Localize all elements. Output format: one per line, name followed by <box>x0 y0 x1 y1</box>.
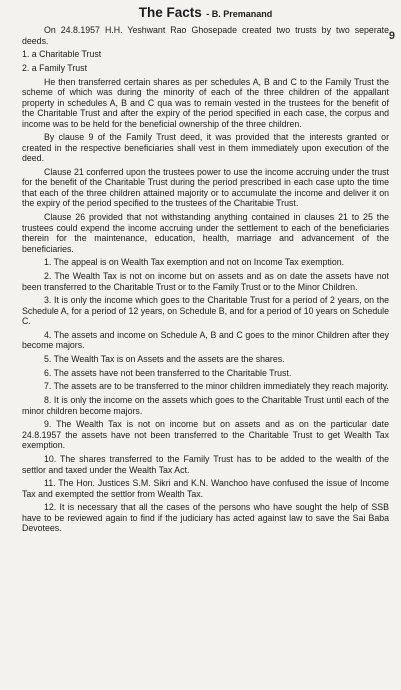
intro-paragraph: On 24.8.1957 H.H. Yeshwant Rao Ghosepade created two trusts by two seperate deeds. <box>22 25 389 46</box>
numbered-point: 10. The shares transferred to the Family Trust has to be added to the wealth of the settlor and taxed under the Wealth Tax Act. <box>22 454 389 475</box>
numbered-point: 8. It is only the income on the assets which goes to the Charitable Trust until each of the minor children become majors. <box>22 395 389 416</box>
margin-mark: 9 <box>388 30 395 42</box>
numbered-point: 2. The Wealth Tax is not on income but on assets and as on date the assets have not been transferred to the Charitable Trust or to the Family Trust or to the Minor Children. <box>22 271 389 292</box>
body-paragraph: Clause 26 provided that not withstanding anything contained in clauses 21 to 25 the trustees could expend the income accruing under the settlement to each of the beneficiaries therein for the maintenance, education, health, marriage and advancement of the beneficiaries. <box>22 212 389 254</box>
numbered-point: 11. The Hon. Justices S.M. Sikri and K.N. Wanchoo have confused the issue of Income Tax and exempted the settlor from Wealth Tax. <box>22 478 389 499</box>
numbered-point: 3. It is only the income which goes to the Charitable Trust for a period of 2 years, on the Schedule A, for a period of 12 years, on Schedule B, and for a period of 10 years on Schedule C. <box>22 295 389 327</box>
trust-list-item: 2. a Family Trust <box>22 62 88 73</box>
numbered-point: 5. The Wealth Tax is on Assets and the assets are the shares. <box>44 354 285 365</box>
numbered-point: 6. The assets have not been transferred to the Charitable Trust. <box>44 367 292 378</box>
header <box>22 4 389 22</box>
page-title: The Facts <box>138 5 202 20</box>
numbered-point: 12. It is necessary that all the cases of the persons who have sought the help of SSB have to be reviewed again to find if the judiciary has acted against law to save the Sai Baba Devotees. <box>22 502 389 534</box>
body-paragraph: Clause 21 conferred upon the trustees power to use the income accruing under the trust for the benefit of the Charitable Trust during the period prescribed in each case upto the time that each of the three children attained majority or to accumulate the income and deliver it on the expiry of the period specified to the trustees of the Charitabie Trust. <box>22 166 389 209</box>
numbered-point: 7. The assets are to be transferred to the minor children immediately they reach majority. <box>44 381 389 392</box>
body-paragraph: By clause 9 of the Family Trust deed, it was provided that the interests granted or created in the respective beneficiaries shall vest in them immediately upon execution of the deed. <box>22 132 389 164</box>
numbered-point: 4. The assets and income on Schedule A, B and C goes to the minor Children after they become majors. <box>22 329 389 351</box>
body-paragraph: He then transferred certain shares as per schedules A, B and C to the Family Trust the scheme of which was during the minority of each of the three children of the appallant property in schedules A, B and C qua was to remain vested in the trustees for the benefit of the Charitable Trust and after the expiry of the period specified in each case, the corpus and income was to be held for the beneficial ownership of the three children. <box>22 76 389 129</box>
numbered-point: 1. The appeal is on Wealth Tax exemption and not on Income Tax exemption. <box>44 257 345 268</box>
trust-list-item: 1. a Charitable Trust <box>22 49 102 60</box>
numbered-point: 9. The Wealth Tax is not on income but on assets and as on the particular date 24.8.1957 the assets have not been transferred to the Charitable Trust to get Wealth Tax exemption. <box>22 419 389 451</box>
author-byline: - B. Premanand <box>206 9 273 19</box>
